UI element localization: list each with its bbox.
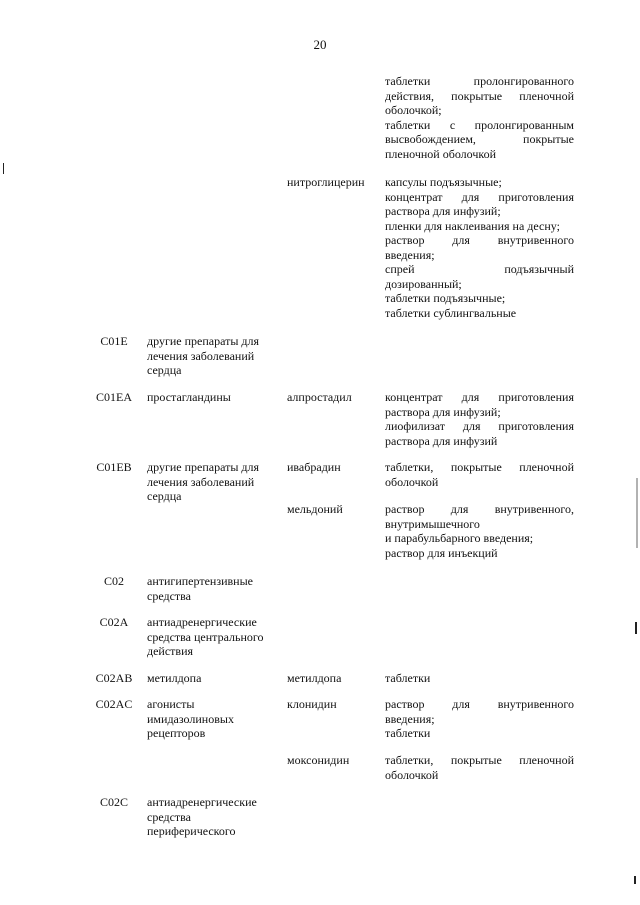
atc-code: C01EB: [96, 460, 132, 474]
atc-code: C02AB: [95, 671, 133, 685]
dosage-form-line: раствора для инфузий;: [385, 404, 501, 419]
dosage-form-line: внутримышечного: [385, 516, 480, 531]
anatomical-group: [147, 460, 279, 504]
group-line: средства: [147, 809, 192, 824]
dosage-form-line: таблетки с пролонгированным: [385, 117, 574, 132]
dosage-form-line: лиофилизат для приготовления: [385, 419, 574, 433]
anatomical-group: [147, 390, 279, 405]
dosage-form-line: концентрат для приготовления: [385, 390, 574, 404]
dosage-forms: [385, 74, 574, 161]
dosage-form-line: таблетки сублингвальные: [385, 305, 517, 320]
dosage-form-line: раствор для инъекций: [385, 545, 498, 560]
anatomical-group: [147, 671, 279, 686]
dosage-form-line: таблетки пролонгированного: [385, 74, 574, 88]
drug-name: метилдопа: [287, 671, 342, 685]
anatomical-group: [147, 795, 279, 839]
atc-code: C02AC: [95, 697, 133, 711]
dosage-forms: [385, 671, 574, 686]
dosage-form-line: таблетки: [385, 726, 431, 740]
dosage-form-line: концентрат для приготовления: [385, 189, 574, 204]
group-line: антиадренергические: [147, 795, 257, 809]
dosage-form-line: и парабульбарного введения;: [385, 531, 534, 545]
atc-code: C02A: [99, 615, 129, 629]
dosage-form-line: введения;: [385, 711, 435, 726]
dosage-forms: [385, 390, 574, 448]
dosage-form-line: высвобождением, покрытые: [385, 132, 574, 146]
dosage-form-line: раствора для инфузий: [385, 433, 498, 448]
dosage-forms: [385, 753, 574, 782]
group-line: лечения заболеваний: [147, 474, 255, 489]
group-line: метилдопа: [147, 671, 202, 685]
dosage-form-line: таблетки: [385, 671, 431, 685]
scan-mark-right-3: [634, 876, 636, 884]
dosage-form-line: раствор для внутривенного: [385, 233, 574, 247]
anatomical-group: [147, 697, 279, 741]
dosage-form-line: оболочкой;: [385, 103, 442, 117]
drug-name: мельдоний: [287, 502, 343, 516]
group-line: антиадренергические: [147, 615, 257, 629]
dosage-forms: [385, 175, 574, 320]
atc-code: C02: [103, 574, 124, 588]
group-line: периферического: [147, 824, 236, 838]
anatomical-group: [147, 574, 279, 603]
scan-mark-right-2: [635, 622, 637, 634]
group-line: средства: [147, 588, 192, 603]
group-line: антигипертензивные: [147, 574, 253, 588]
drug-name: нитроглицерин: [287, 175, 365, 189]
anatomical-group: [147, 615, 279, 659]
dosage-form-line: действия, покрытые пленочной: [385, 88, 574, 103]
group-line: другие препараты для: [147, 460, 260, 474]
drug-name: моксонидин: [287, 753, 350, 767]
page-number: 20: [313, 37, 327, 52]
group-line: сердца: [147, 363, 182, 377]
dosage-form-line: капсулы подъязычные;: [385, 175, 502, 189]
group-line: имидазолиновых: [147, 711, 234, 726]
group-line: средства центрального: [147, 629, 264, 644]
group-line: рецепторов: [147, 726, 206, 740]
scan-mark-left: [3, 163, 4, 174]
atc-code: C01EA: [96, 390, 132, 404]
dosage-form-line: таблетки, покрытые пленочной: [385, 460, 574, 474]
dosage-forms: [385, 502, 574, 560]
dosage-form-line: оболочкой: [385, 767, 439, 782]
group-line: сердца: [147, 489, 182, 503]
drug-name: алпростадил: [287, 390, 352, 404]
dosage-form-line: раствор для внутривенного,: [385, 502, 574, 516]
dosage-form-line: спрей подъязычный: [385, 262, 574, 276]
dosage-form-line: введения;: [385, 247, 435, 262]
drug-name: ивабрадин: [287, 460, 341, 474]
anatomical-group: [147, 334, 279, 378]
dosage-form-line: таблетки, покрытые пленочной: [385, 753, 574, 767]
group-line: другие препараты для: [147, 334, 260, 348]
dosage-forms: [385, 460, 574, 489]
scan-mark-right-1: [636, 478, 638, 548]
dosage-form-line: раствор для внутривенного: [385, 697, 574, 711]
dosage-forms: [385, 697, 574, 741]
dosage-form-line: раствора для инфузий;: [385, 204, 501, 218]
group-line: простагландины: [147, 390, 231, 404]
dosage-form-line: таблетки подъязычные;: [385, 291, 506, 305]
dosage-form-line: дозированный;: [385, 276, 462, 291]
atc-code: C01E: [100, 334, 128, 348]
dosage-form-line: оболочкой: [385, 474, 439, 489]
drug-name: клонидин: [287, 697, 337, 711]
dosage-form-line: пленки для наклеивания на десну;: [385, 218, 560, 233]
dosage-form-line: пленочной оболочкой: [385, 146, 497, 161]
group-line: агонисты: [147, 697, 195, 711]
group-line: действия: [147, 644, 194, 658]
atc-code: C02C: [99, 795, 128, 809]
group-line: лечения заболеваний: [147, 348, 255, 363]
